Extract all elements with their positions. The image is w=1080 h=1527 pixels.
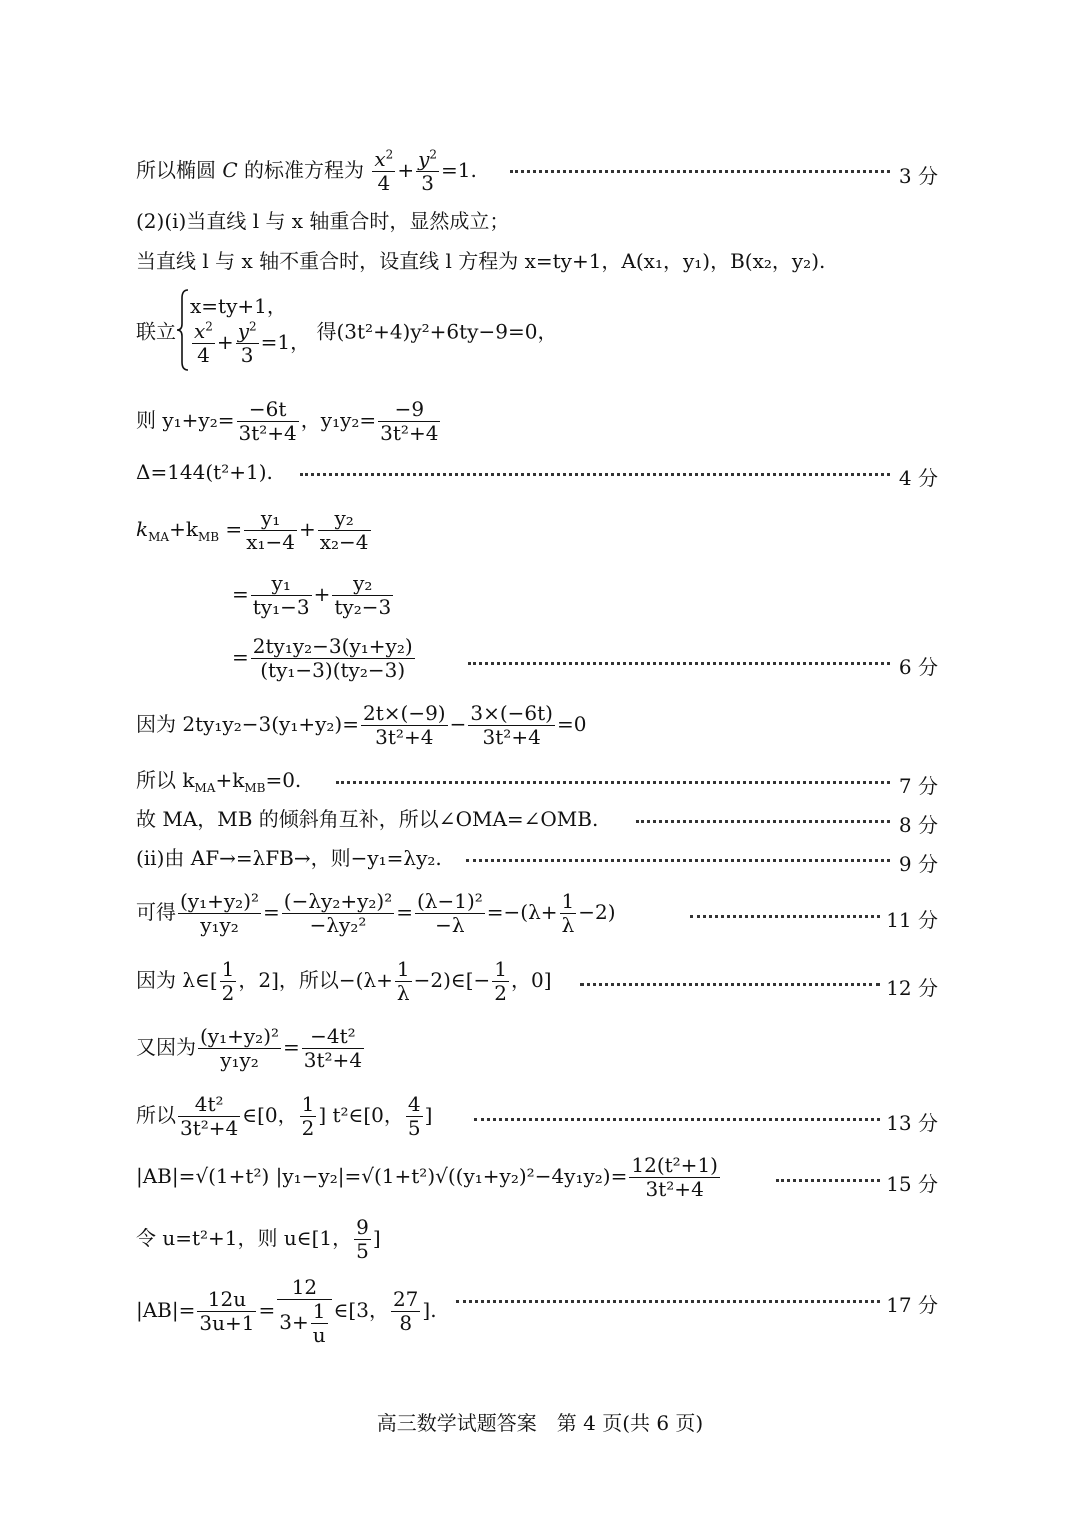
dot-leader bbox=[474, 1118, 880, 1121]
line-slope-step2: = $\frac{\text{y₁}}{\text{ty₁−3}}$ + $\frac{\text{y₂}}{\text{ty₂−3}}$ bbox=[232, 571, 392, 619]
line-case-ii: (ⅱ)由 AF→=λFB→，则−y₁=λy₂. bbox=[136, 846, 442, 870]
score-8: 8 分 bbox=[898, 813, 938, 837]
line-delta: Δ=144(t²+1). bbox=[136, 460, 273, 484]
line-setup: 当直线 l 与 x 轴不重合时，设直线 l 方程为 x=ty+1，A(x₁，y₁)，B(x₂，y₂). bbox=[136, 249, 826, 273]
line-system: 联立 x=ty+1， $\frac{x^2}{4}$ + $\frac{y^2}{3}$ =1， 得(3t²+4)y²+6ty−9=0， bbox=[136, 288, 557, 375]
score-11: 11 分 bbox=[886, 908, 938, 932]
line-t-range: 所以 $\frac{\text{4t²}}{\text{3t²+4}}$ ∈[0， $\frac{1}{2}$ ] t²∈[0， $\frac{4}{5}$ ] bbox=[136, 1092, 433, 1140]
dot-leader bbox=[456, 1300, 880, 1303]
score-17: 17 分 bbox=[886, 1293, 938, 1317]
score-13: 13 分 bbox=[886, 1111, 938, 1135]
dot-leader bbox=[510, 170, 890, 173]
line-vieta: 则 y₁+y₂= $\frac{-6t}{\text{3t²+4}}$ ，y₁y₂= $\frac{-9}{\text{3t²+4}}$ bbox=[136, 397, 439, 445]
score-6: 6 分 bbox=[898, 655, 938, 679]
dot-leader bbox=[468, 662, 890, 665]
dot-leader bbox=[336, 781, 890, 784]
line-because: 因为 2ty₁y₂−3(y₁+y₂)= $\frac{2t\times(-9)}{\text{3t²+4}}$ − $\frac{3\times(-6t)}{\text{3t²+4}}$ =0 bbox=[136, 701, 587, 749]
score-3: 3 分 bbox=[898, 164, 938, 188]
line-also: 又因为 $\frac{\text{(y₁+y₂)²}}{\text{y₁y₂}}$ = $\frac{\text{−4t²}}{\text{3t²+4}}$ bbox=[136, 1024, 363, 1072]
line-lambda-range: 因为 λ∈[ $\frac{1}{2}$ ，2]，所以−(λ+ $\frac{1}{\lambda}$ −2)∈[− $\frac{1}{2}$ ，0] bbox=[136, 957, 552, 1005]
score-12: 12 分 bbox=[886, 976, 938, 1000]
line-ellipse-equation: 所以椭圆 C 的标准方程为 $\frac{x^2}{4}$ + $\frac{y^2}{3}$ =1. bbox=[136, 147, 477, 195]
page-footer: 高三数学试题答案 第 4 页(共 6 页) bbox=[376, 1411, 704, 1435]
line-slope-zero: 所以 $k_{MA}+k_{MB}=0$. bbox=[136, 768, 302, 795]
line-slope-sum: $k_{MA}+k_{MB}$ = $\frac{\text{y₁}}{\text{x₁−4}}$ + $\frac{\text{y₂}}{\text{x₂−4}}$ bbox=[136, 506, 369, 554]
line-ab-length: |AB|=√(1+t²) |y₁−y₂|=√(1+t²)√((y₁+y₂)²−4y₁y₂)= $\frac{\text{12(t²+1)}}{\text{3t²+4}}$ bbox=[136, 1153, 718, 1201]
dot-leader bbox=[776, 1179, 880, 1182]
dot-leader bbox=[466, 859, 890, 862]
system-equations: x=ty+1， $\frac{x^2}{4}$ + $\frac{y^2}{3}$ =1， bbox=[190, 294, 311, 367]
line-case-i: (2)(ⅰ)当直线 l 与 x 轴重合时，显然成立； bbox=[136, 209, 510, 233]
dot-leader bbox=[580, 983, 880, 986]
score-4: 4 分 bbox=[898, 466, 938, 490]
line-substitution: 令 u=t²+1，则 u∈[1， $\frac{9}{5}$ ] bbox=[136, 1215, 381, 1263]
line-ab-range: |AB|= $\frac{12u}{3u+1}$ = 12 3+ $\frac{1}{u}$ ∈[3， $\frac{27}{8}$ ]. bbox=[136, 1275, 437, 1347]
line-slope-step3: = $\frac{\text{2ty₁y₂−3(y₁+y₂)}}{\text{(ty₁−3)(ty₂−3)}}$ bbox=[232, 634, 413, 682]
frac-y2-3: $\frac{y^2}{3}$ bbox=[418, 147, 438, 195]
score-9: 9 分 bbox=[898, 852, 938, 876]
score-15: 15 分 bbox=[886, 1172, 938, 1196]
line-angle: 故 MA，MB 的倾斜角互补，所以∠OMA=∠OMB. bbox=[136, 807, 599, 831]
line-ratio: 可得 $\frac{\text{(y₁+y₂)²}}{\text{y₁y₂}}$ = $\frac{\text{(−λy₂+y₂)²}}{\text{−λy₂²}}$ = $\frac{\text{(λ−1)²}}{-\lambda}$ =−(λ+ $\frac{1}{\lambda}$ −2) bbox=[136, 889, 616, 937]
score-7: 7 分 bbox=[898, 774, 938, 798]
frac-x2-4: $\frac{x^2}{4}$ bbox=[374, 147, 394, 195]
dot-leader bbox=[300, 473, 890, 476]
dot-leader bbox=[636, 820, 890, 823]
brace-system bbox=[176, 288, 190, 375]
dot-leader bbox=[690, 915, 880, 918]
